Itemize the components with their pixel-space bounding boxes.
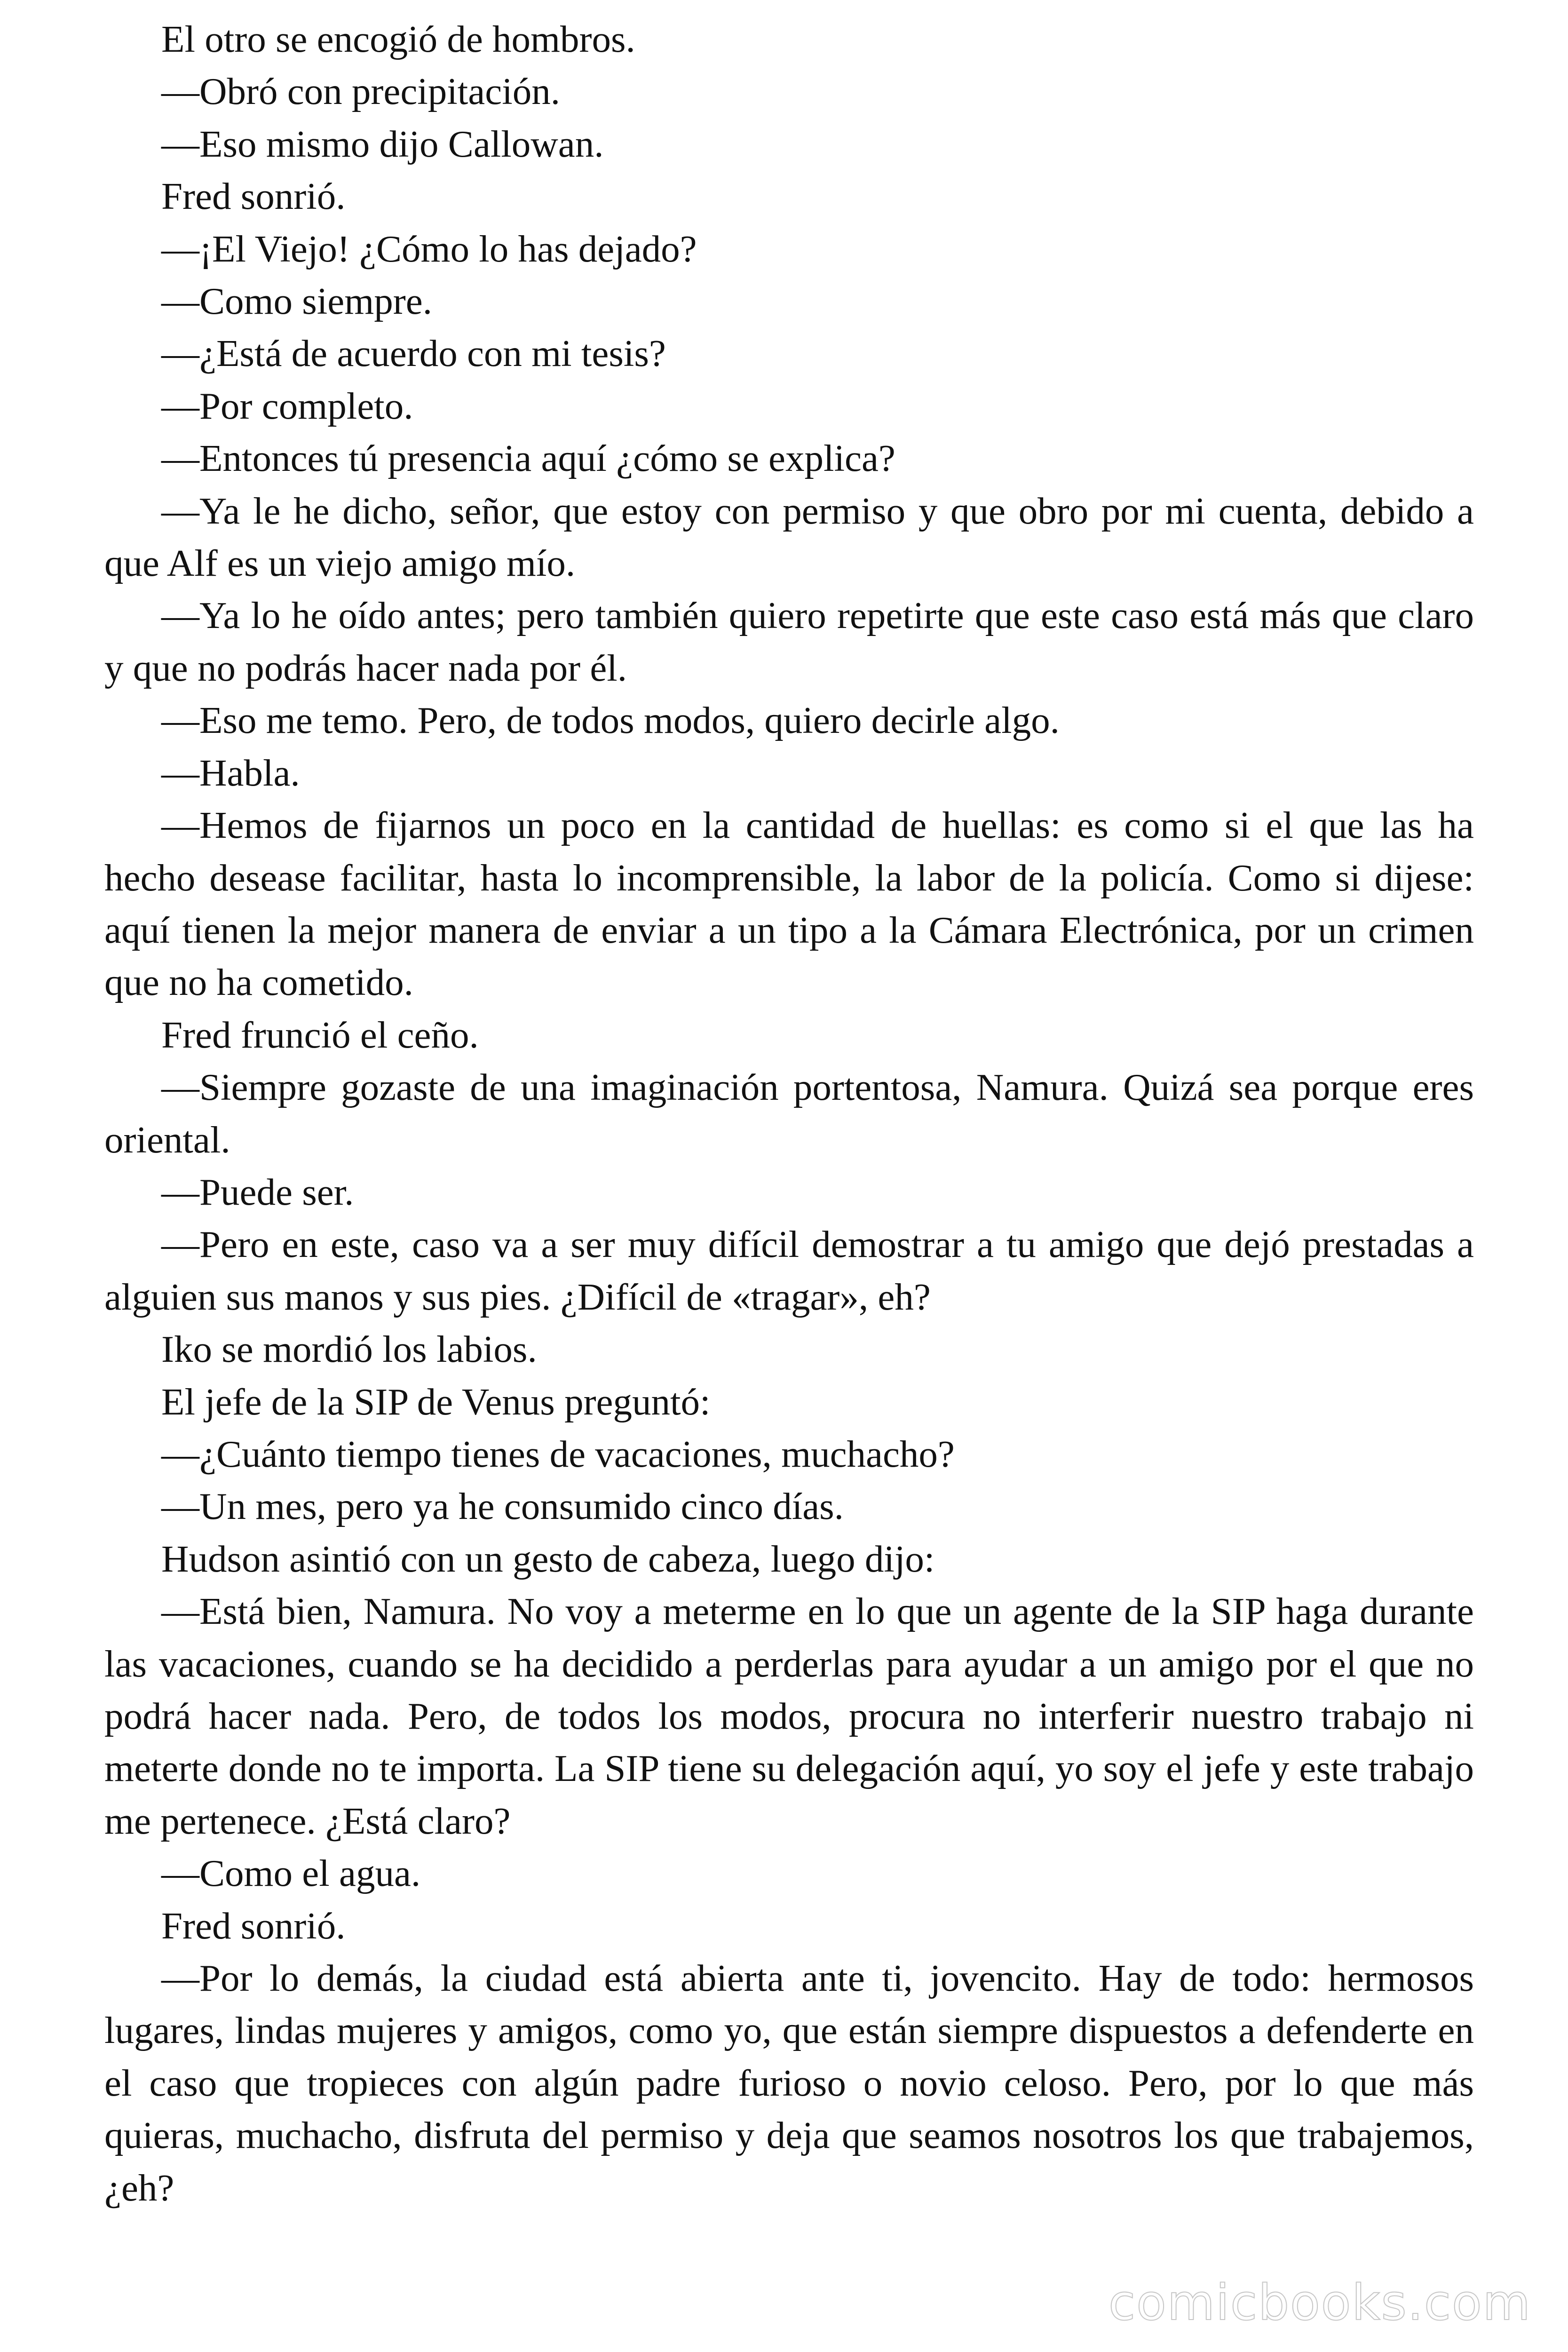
paragraph: El otro se encogió de hombros.	[161, 18, 635, 60]
paragraph: —Puede ser.	[161, 1170, 354, 1213]
paragraph: Fred frunció el ceño.	[161, 1013, 479, 1056]
paragraph: —Ya le he dicho, señor, que estoy con permiso y que obro por mi cuenta, debido a que Alf es un viejo amigo mío.	[104, 489, 1474, 585]
paragraph: —Por completo.	[161, 384, 413, 427]
paragraph: —Ya lo he oído antes; pero también quiero repetirte que este caso está más que claro y que no podrás hacer nada por él.	[104, 594, 1474, 689]
paragraph: —Obró con precipitación.	[161, 70, 560, 113]
paragraph: —Habla.	[161, 751, 300, 794]
paragraph: El jefe de la SIP de Venus preguntó:	[161, 1380, 711, 1423]
page-text	[104, 13, 1474, 2214]
paragraph: Fred sonrió.	[161, 175, 346, 218]
paragraph: Fred sonrió.	[161, 1904, 346, 1947]
paragraph: —Hemos de fijarnos un poco en la cantidad de huellas: es como si el que las ha hecho desease facilitar, hasta lo incomprensible, la labor de la policía. Como si dijese: aquí tienen la mejor manera de enviar a un tipo a la Cámara Electrónica, por un crimen que no ha cometido.	[104, 804, 1474, 1004]
paragraph: —Está bien, Namura. No voy a meterme en lo que un agente de la SIP haga durante las vacaciones, cuando se ha decidido a perderlas para ayudar a un amigo por el que no podrá hacer nada. Pero, de todos los modos, procura no interferir nuestro trabajo ni meterte donde no te importa. La SIP tiene su delegación aquí, yo soy el jefe y este trabajo me pertenece. ¿Está claro?	[104, 1590, 1474, 1842]
paragraph: —Pero en este, caso va a ser muy difícil demostrar a tu amigo que dejó prestadas a alguien sus manos y sus pies. ¿Difícil de «tragar», eh?	[104, 1223, 1474, 1318]
paragraph: —Un mes, pero ya he consumido cinco días.	[161, 1485, 844, 1528]
paragraph: Hudson asintió con un gesto de cabeza, luego dijo:	[161, 1537, 935, 1580]
paragraph: —Por lo demás, la ciudad está abierta ante ti, jovencito. Hay de todo: hermosos lugares, lindas mujeres y amigos, como yo, que están siempre dispuestos a defenderte en el caso que tropieces con algún padre furioso o novio celoso. Pero, por lo que más quieras, muchacho, disfruta del permiso y deja que seamos nosotros los que trabajemos, ¿eh?	[104, 1957, 1474, 2209]
paragraph: —Eso mismo dijo Callowan.	[161, 122, 604, 165]
paragraph: —¡El Viejo! ¿Cómo lo has dejado?	[161, 227, 697, 270]
paragraph: —Como el agua.	[161, 1852, 421, 1895]
paragraph: —Entonces tú presencia aquí ¿cómo se explica?	[161, 437, 895, 480]
paragraph: —¿Cuánto tiempo tienes de vacaciones, muchacho?	[161, 1432, 955, 1475]
paragraph: Iko se mordió los labios.	[161, 1328, 537, 1371]
paragraph: —Siempre gozaste de una imaginación portentosa, Namura. Quizá sea porque eres oriental.	[104, 1066, 1474, 1161]
paragraph: —¿Está de acuerdo con mi tesis?	[161, 332, 666, 375]
paragraph: —Como siempre.	[161, 280, 432, 323]
paragraph: —Eso me temo. Pero, de todos modos, quiero decirle algo.	[161, 699, 1060, 742]
watermark-text: comicbooks.com	[1108, 2274, 1531, 2331]
